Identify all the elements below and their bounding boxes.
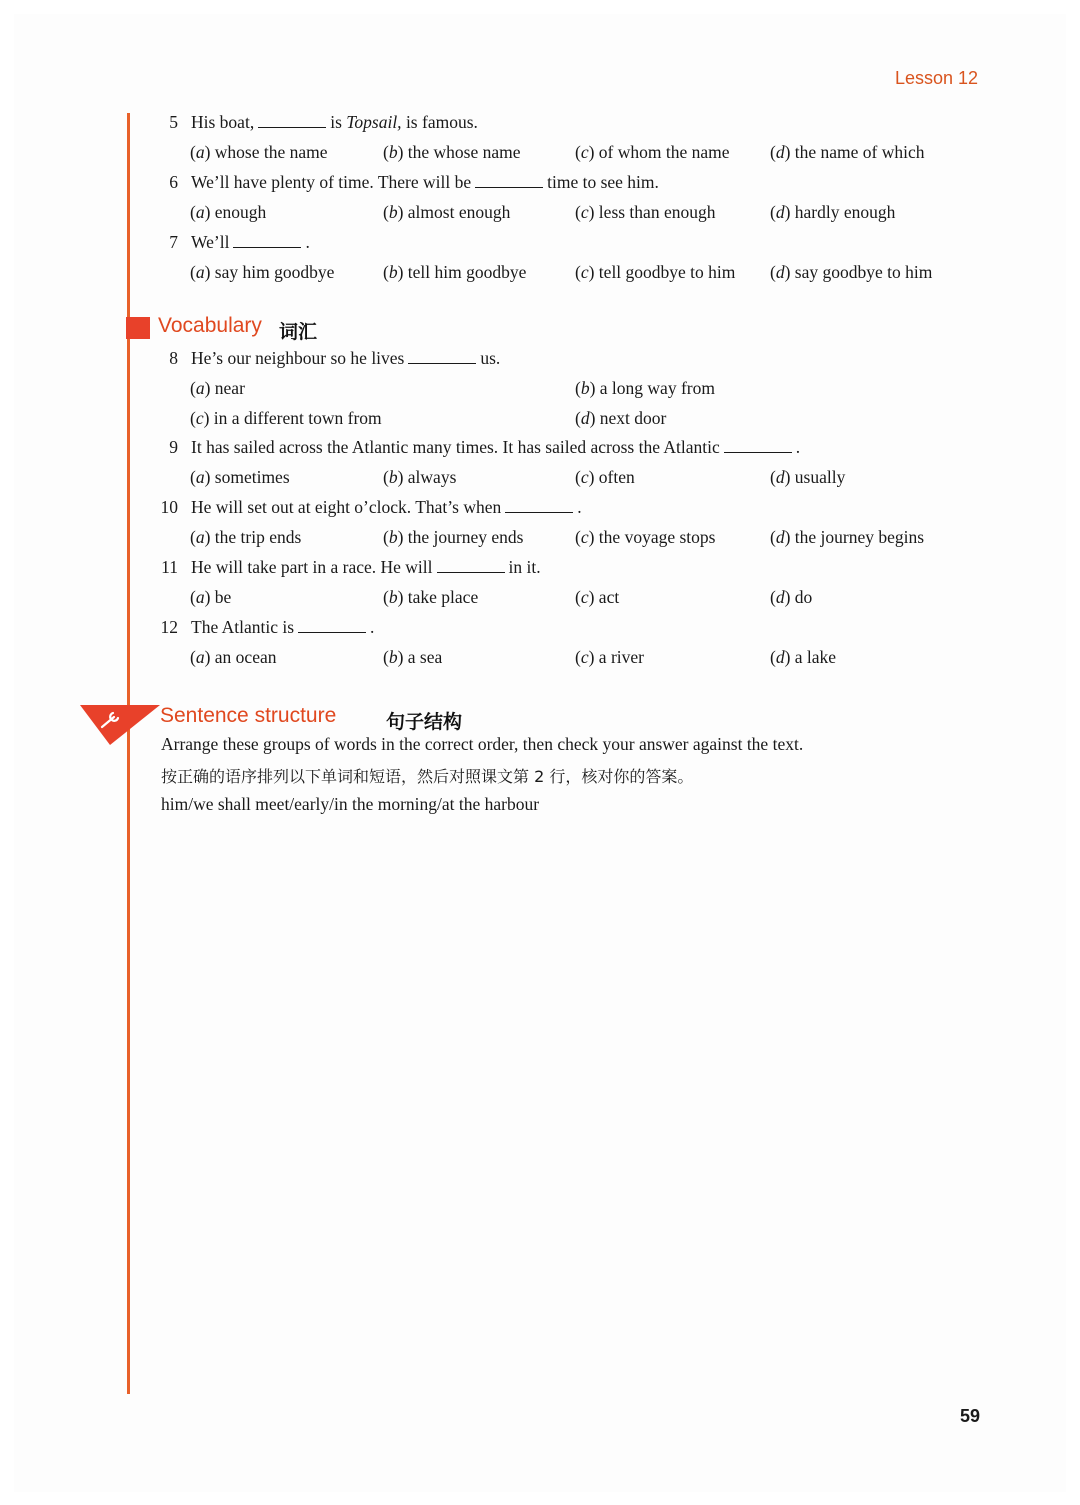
question-number: 12 <box>160 617 178 637</box>
option-b: (b) almost enough <box>383 202 511 222</box>
sentence-structure-title-cn: 句子结构 <box>386 711 463 733</box>
question-number: 7 <box>169 232 178 252</box>
option-c: (c) the voyage stops <box>575 527 716 547</box>
question-stem: The Atlantic is . <box>191 617 375 637</box>
option-d: (d) the name of which <box>770 142 925 162</box>
option-c: (c) act <box>575 587 620 607</box>
option-d: (d) hardly enough <box>770 202 896 222</box>
option-d: (d) do <box>770 587 813 607</box>
answer-blank <box>233 233 301 248</box>
question-number: 6 <box>169 172 178 192</box>
option-b: (b) tell him goodbye <box>383 262 527 282</box>
option-a: (a) near <box>190 378 245 398</box>
answer-blank <box>475 173 543 188</box>
answer-blank <box>505 498 573 513</box>
option-c: (c) often <box>575 467 635 487</box>
question-number: 11 <box>161 557 178 577</box>
option-a: (a) an ocean <box>190 647 277 667</box>
option-b: (b) take place <box>383 587 479 607</box>
option-b: (b) a sea <box>383 647 443 667</box>
question-stem: He will take part in a race. He will in it. <box>191 557 541 577</box>
option-d: (d) a lake <box>770 647 837 667</box>
question-stem: He’s our neighbour so he lives us. <box>191 348 501 368</box>
sentence-structure-title: Sentence structure <box>160 704 337 727</box>
option-a: (a) sometimes <box>190 467 290 487</box>
option-b: (b) always <box>383 467 457 487</box>
wrench-icon <box>80 705 160 747</box>
vocabulary-marker <box>126 317 150 339</box>
option-c: (c) of whom the name <box>575 142 730 162</box>
lesson-label: Lesson 12 <box>895 68 979 88</box>
option-d: (d) the journey begins <box>770 527 925 547</box>
option-b: (b) a long way from <box>575 378 715 398</box>
question-stem: His boat, is Topsail, is famous. <box>191 112 478 132</box>
option-d: (d) usually <box>770 467 846 487</box>
instruction-en: Arrange these groups of words in the correct order, then check your answer against the text. <box>161 734 804 754</box>
option-d: (d) next door <box>575 408 667 428</box>
vocabulary-title: Vocabulary <box>158 314 262 337</box>
option-a: (a) enough <box>190 202 267 222</box>
question-stem: It has sailed across the Atlantic many times. It has sailed across the Atlantic . <box>191 437 801 457</box>
exercise-words: him/we shall meet/early/in the morning/at the harbour <box>161 794 540 814</box>
option-c: (c) tell goodbye to him <box>575 262 736 282</box>
option-a: (a) whose the name <box>190 142 328 162</box>
instruction-cn: 按正确的语序排列以下单词和短语，然后对照课文第 2 行，核对你的答案。 <box>161 767 694 786</box>
answer-blank <box>408 349 476 364</box>
question-stem: We’ll . <box>191 232 310 252</box>
option-a: (a) say him goodbye <box>190 262 335 282</box>
option-c: (c) less than enough <box>575 202 716 222</box>
question-number: 9 <box>169 437 178 457</box>
margin-rule <box>127 113 130 1394</box>
question-number: 10 <box>160 497 178 517</box>
answer-blank <box>298 618 366 633</box>
page-number: 59 <box>960 1406 981 1426</box>
answer-blank <box>437 558 505 573</box>
option-a: (a) the trip ends <box>190 527 302 547</box>
option-b: (b) the journey ends <box>383 527 524 547</box>
answer-blank <box>258 113 326 128</box>
question-number: 5 <box>169 112 178 132</box>
vocabulary-title-cn: 词汇 <box>279 321 318 343</box>
option-d: (d) say goodbye to him <box>770 262 933 282</box>
question-number: 8 <box>169 348 178 368</box>
answer-blank <box>724 438 792 453</box>
option-a: (a) be <box>190 587 232 607</box>
option-c: (c) a river <box>575 647 644 667</box>
question-stem: He will set out at eight o’clock. That’s when . <box>191 497 582 517</box>
option-c: (c) in a different town from <box>190 408 382 428</box>
option-b: (b) the whose name <box>383 142 521 162</box>
question-stem: We’ll have plenty of time. There will be time to see him. <box>191 172 659 192</box>
